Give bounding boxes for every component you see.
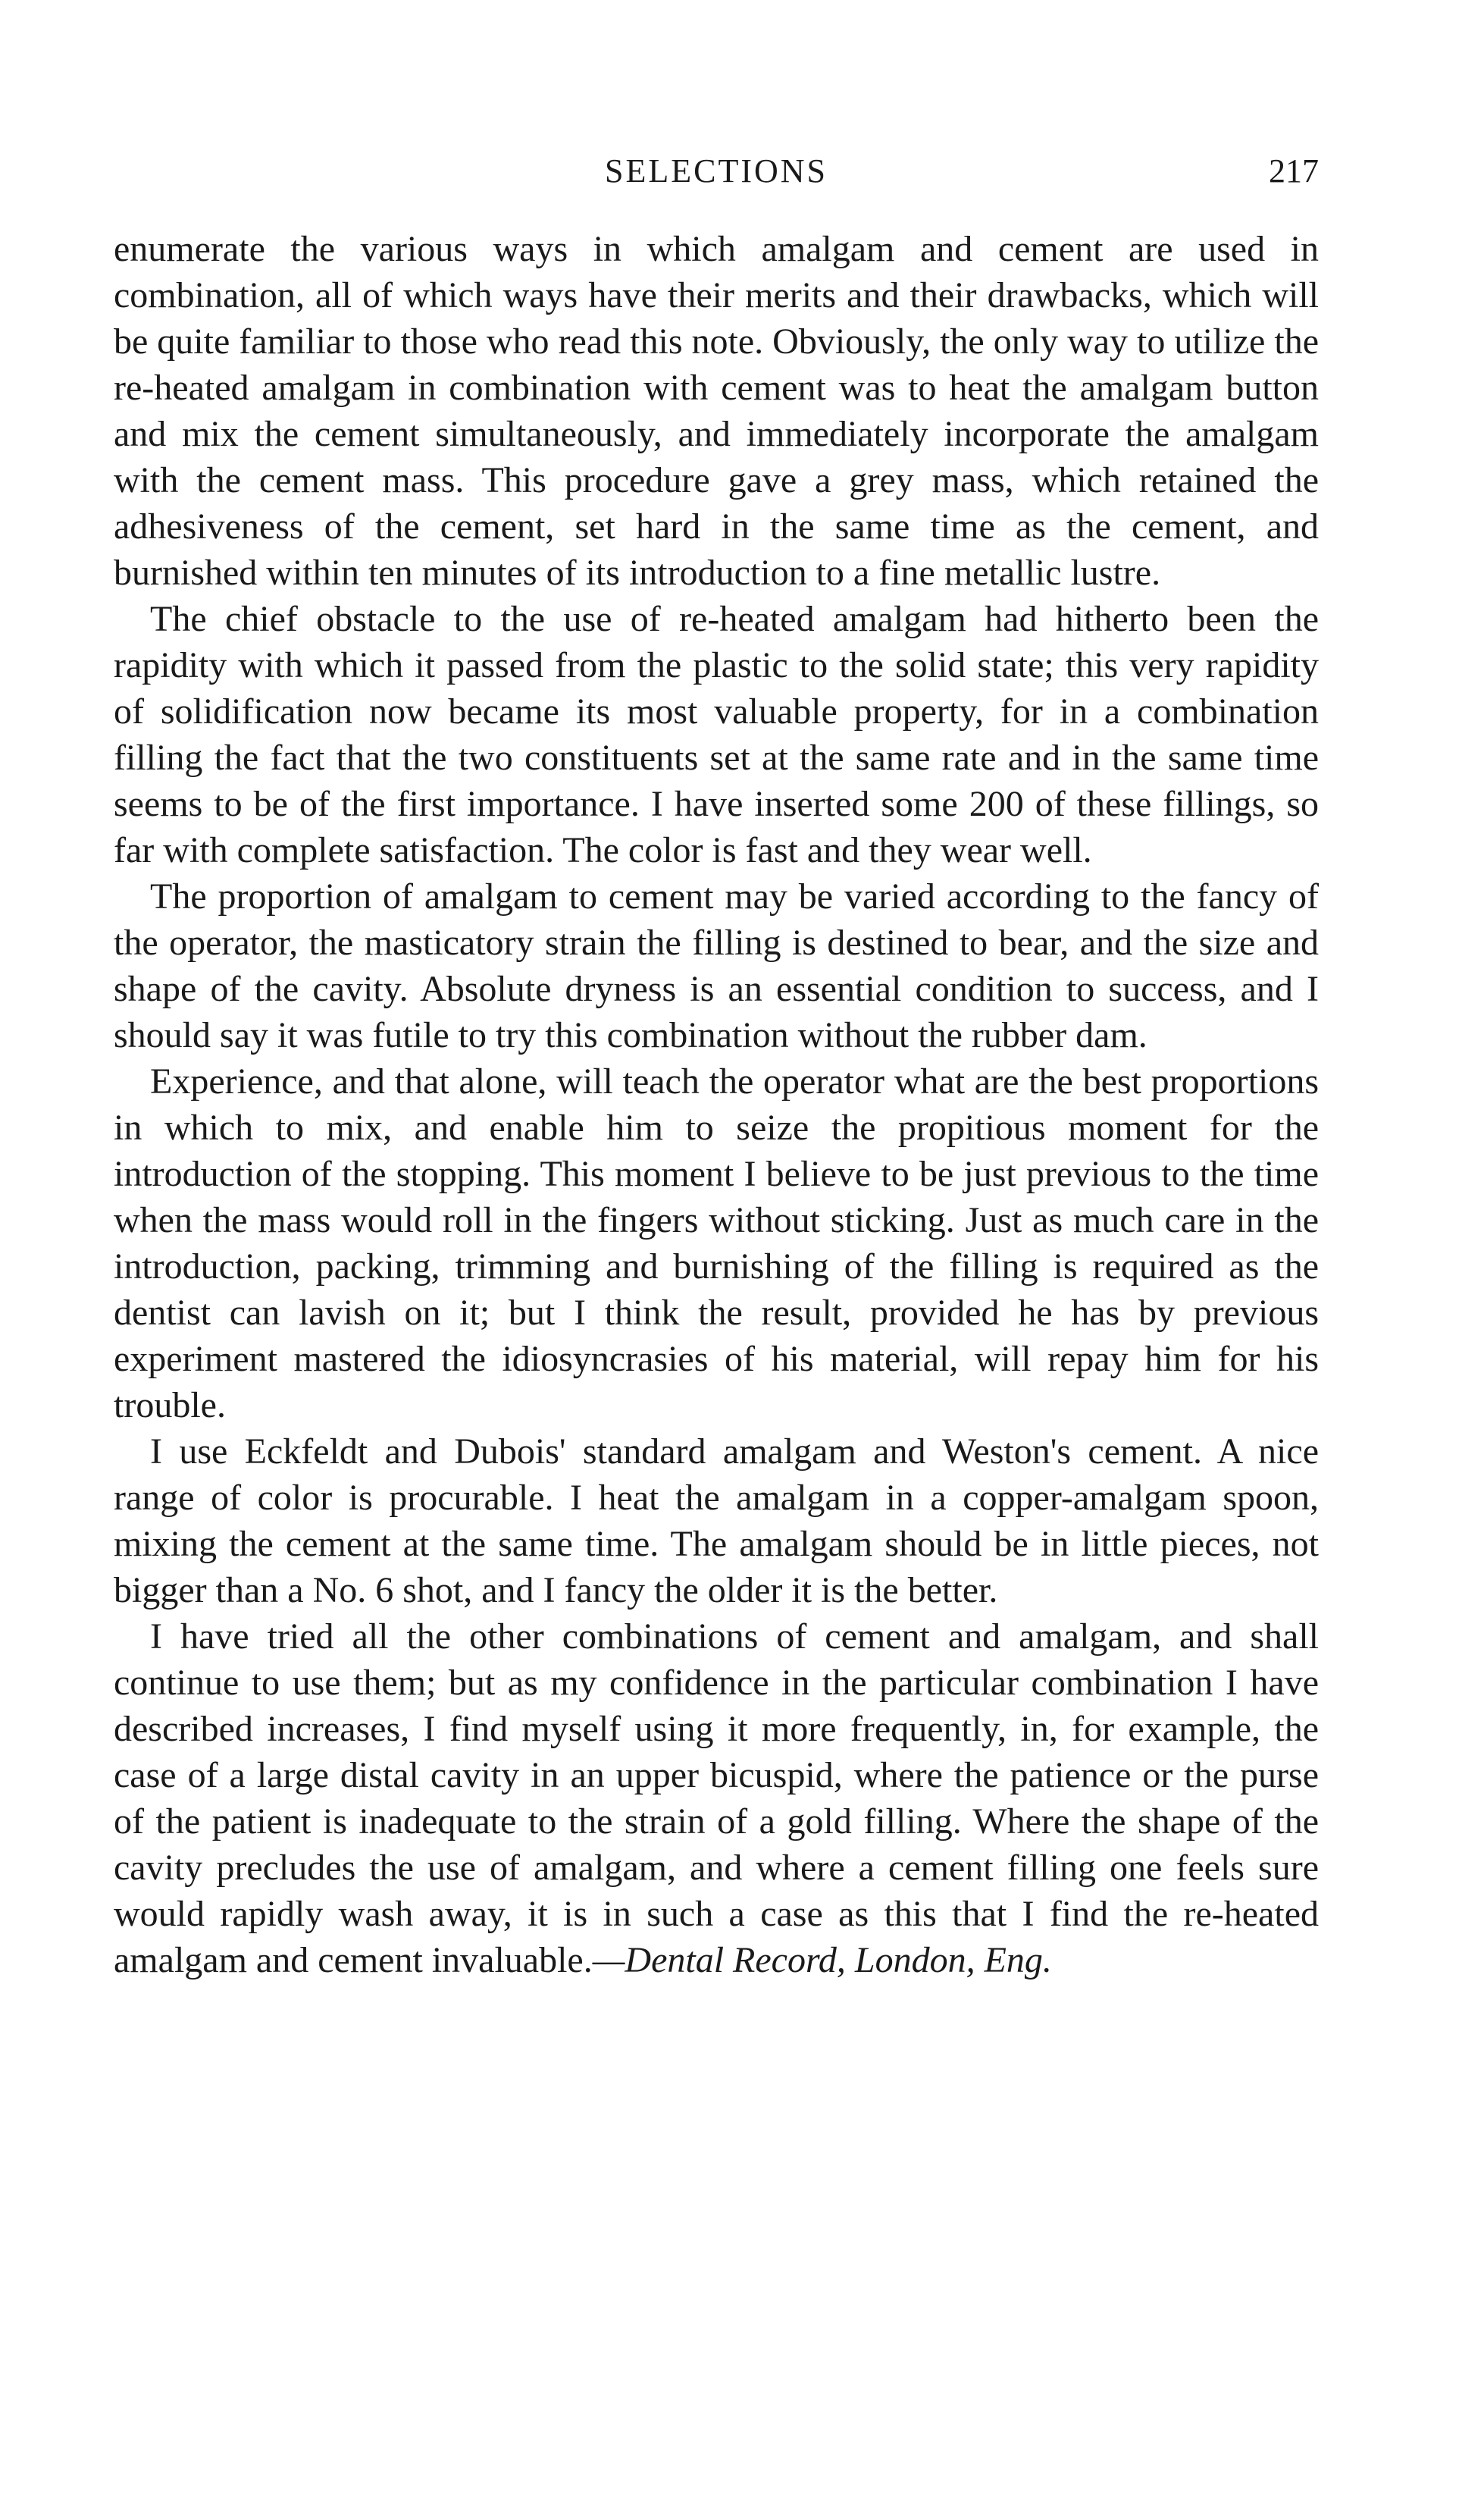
paragraph-3: The proportion of amalgam to cement may be varied according to the fancy of the operator, the masticatory strain the filling is destined to bear, and the size and shape of the cavity. Absolute dryness is an essential condition to success, and I should say it was futile to try this combination without the rubber dam. bbox=[114, 876, 1319, 1055]
source-citation: —Dental Record, London, Eng. bbox=[592, 1940, 1052, 1980]
page-number: 217 bbox=[1269, 152, 1319, 190]
book-page bbox=[114, 152, 1319, 1983]
paragraph-6-text: I have tried all the other combinations of cement and amalgam, and shall continue to use them; but as my confidence in the particular combination I have described increases, I find myself using it more frequently, in, for example, the case of a large distal cavity in an upper bicuspid, where the patience or the purse of the patient is inadequate to the strain of a gold filling. Where the shape of the cavity precludes the use of amalgam, and where a cement filling one feels sure would rapidly wash away, it is in such a case as this that I find the re-heated amalgam and cement invaluable. bbox=[114, 1616, 1319, 1980]
paragraph-1: enumerate the various ways in which amalgam and cement are used in combination, all of which ways have their merits and their drawbacks, which will be quite familiar to those who read this note. Obviously, the only way to utilize the re-heated amalgam in combination with cement was to heat the amalgam button and mix the cement simultaneously, and immediately incorporate the amalgam with the cement mass. This procedure gave a grey mass, which retained the adhesiveness of the cement, set hard in the same time as the cement, and burnished within ten minutes of its introduction to a fine metallic lustre. bbox=[114, 229, 1319, 593]
body-text bbox=[114, 226, 1319, 1983]
paragraph-5: I use Eckfeldt and Dubois' standard amalgam and Weston's cement. A nice range of color is procurable. I heat the amalgam in a copper-amalgam spoon, mixing the cement at the same time. The amalgam should be in little pieces, not bigger than a No. 6 shot, and I fancy the older it is the better. bbox=[114, 1431, 1319, 1610]
paragraph-4: Experience, and that alone, will teach the operator what are the best proportions in which to mix, and enable him to seize the propitious moment for the introduction of the stopping. This moment I believe to be just previous to the time when the mass would roll in the fingers without sticking. Just as much care in the introduction, packing, trimming and burnishing of the filling is required as the dentist can lavish on it; but I think the result, provided he has by previous experiment mastered the idiosyncrasies of his material, will repay him for his trouble. bbox=[114, 1061, 1319, 1425]
running-head bbox=[114, 152, 1319, 197]
paragraph-6 bbox=[114, 1613, 1319, 1983]
paragraph-2: The chief obstacle to the use of re-heated amalgam had hitherto been the rapidity with which it passed from the plastic to the solid state; this very rapidity of solidification now became its most valuable property, for in a combination filling the fact that the two constituents set at the same rate and in the same time seems to be of the first importance. I have inserted some 200 of these fillings, so far with complete satisfaction. The color is fast and they wear well. bbox=[114, 599, 1319, 870]
running-title: SELECTIONS bbox=[605, 152, 828, 190]
